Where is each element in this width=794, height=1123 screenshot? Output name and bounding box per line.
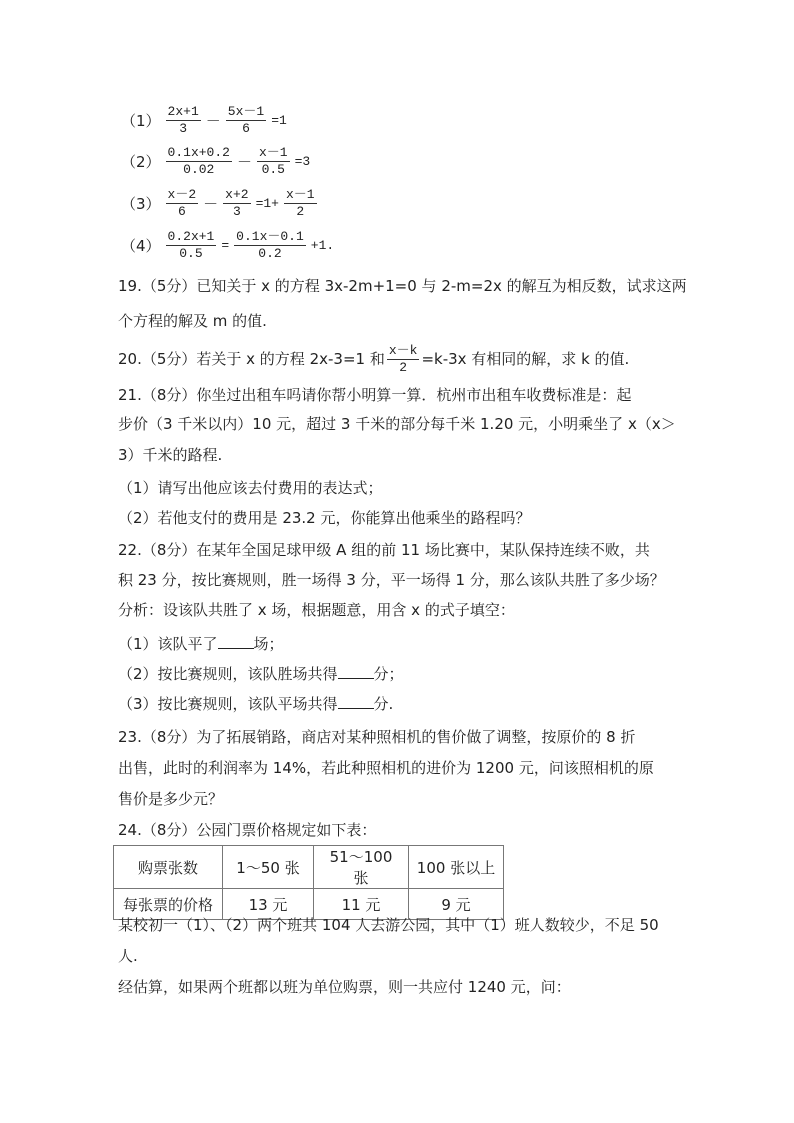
fraction: $\frac{x-1}{0.5}$	[258, 145, 288, 177]
table-cell: 1～50 张	[223, 846, 314, 889]
equation-2: （2） $\frac{0.1x+0.2}{0.02}$ － $\frac{x-1}{0.5}$ =3	[121, 145, 311, 177]
equation-1: （1） $\frac{2x+1}{3}$ － $\frac{5x-1}{6}$ =1	[121, 104, 287, 136]
fraction: $\frac{0.1x+0.2}{0.02}$	[167, 145, 230, 177]
question-22-line-1: 22.（8分）在某年全国足球甲级 A 组的前 11 场比赛中，某队保持连续不败，共	[118, 541, 650, 559]
question-21-line-2: 步价（3 千米以内）10 元，超过 3 千米的部分每千米 1.20 元，小明乘坐了 x（x＞	[118, 415, 676, 433]
table-cell: 100 张以上	[409, 846, 504, 889]
fraction: $\frac{x+2}{3}$	[225, 187, 249, 219]
fraction: $\frac{5x-1}{6}$	[227, 104, 265, 136]
question-24-line-3: 人.	[118, 947, 138, 965]
ticket-price-table	[113, 845, 504, 920]
equation-label: （1）	[121, 111, 161, 130]
question-23-line-1: 23.（8分）为了拓展销路，商店对某种照相机的售价做了调整，按原价的 8 折	[118, 728, 636, 746]
equation-label: （3）	[121, 194, 161, 213]
fraction: $\frac{x-2}{6}$	[167, 187, 197, 219]
question-19-line-2: 个方程的解及 m 的值.	[118, 312, 267, 330]
question-23-line-2: 出售，此时的利润率为 14%，若此种照相机的进价为 1200 元，问该照相机的原	[118, 759, 654, 777]
answer-blank[interactable]	[338, 664, 374, 679]
table-cell: 13 元	[223, 889, 314, 920]
question-21-sub-2: （2）若他支付的费用是 23.2 元，你能算出他乘坐的路程吗？	[118, 509, 531, 527]
answer-blank[interactable]	[218, 634, 254, 649]
question-22-sub-3: （3）按比赛规则，该队平场共得 分.	[118, 695, 394, 713]
question-24-line-2: 某校初一（1）、（2）两个班共 104 人去游公园，其中（1）班人数较少，不足 50	[118, 916, 659, 934]
equation-3: （3） $\frac{x-2}{6}$ － $\frac{x+2}{3}$ =1+ $\frac{x-1}{2}$	[121, 187, 315, 219]
fraction: $\frac{x-1}{2}$	[285, 187, 315, 219]
table-cell: 11 元	[314, 889, 409, 920]
fraction: $\frac{0.2x+1}{0.5}$	[167, 229, 215, 261]
question-24-line-1: 24.（8分）公园门票价格规定如下表：	[118, 821, 377, 839]
question-22-sub-2: （2）按比赛规则，该队胜场共得 分；	[118, 665, 404, 683]
equation-label: （2）	[121, 152, 161, 171]
fraction: $\frac{x-k}{2}$	[388, 343, 418, 375]
equation-4: （4） $\frac{0.2x+1}{0.5}$ = $\frac{0.1x-0.1}{0.2}$ +1.	[121, 229, 335, 261]
question-24-line-4: 经估算，如果两个班都以班为单位购票，则一共应付 1240 元，问：	[118, 978, 571, 996]
table-cell: 每张票的价格	[114, 889, 223, 920]
fraction: $\frac{2x+1}{3}$	[167, 104, 199, 136]
fraction: $\frac{0.1x-0.1}{0.2}$	[236, 229, 304, 261]
question-21-sub-1: （1）请写出他应该去付费用的表达式；	[118, 479, 383, 497]
answer-blank[interactable]	[338, 694, 374, 709]
question-20: 20.（5分）若关于 x 的方程 2x-3=1 和 $\frac{x-k}{2}$ =k-3x 有相同的解，求 k 的值.	[118, 343, 630, 375]
question-22-sub-1: （1）该队平了 场；	[118, 635, 284, 653]
table-cell: 51～100 张	[314, 846, 409, 889]
question-22-line-2: 积 23 分，按比赛规则，胜一场得 3 分，平一场得 1 分，那么该队共胜了多少场？	[118, 571, 665, 589]
question-21-line-3: 3）千米的路程.	[118, 446, 223, 464]
table-cell: 9 元	[409, 889, 504, 920]
question-21-line-1: 21.（8分）你坐过出租车吗请你帮小明算一算．杭州市出租车收费标准是：起	[118, 386, 632, 404]
question-22-line-3: 分析：设该队共胜了 x 场，根据题意，用含 x 的式子填空：	[118, 601, 515, 619]
table-cell: 购票张数	[114, 846, 223, 889]
table-row	[114, 846, 504, 889]
question-23-line-3: 售价是多少元？	[118, 790, 224, 808]
question-19-line-1: 19.（5分）已知关于 x 的方程 3x-2m+1=0 与 2-m=2x 的解互为相反数，试求这两	[118, 277, 687, 295]
equation-label: （4）	[121, 236, 161, 255]
